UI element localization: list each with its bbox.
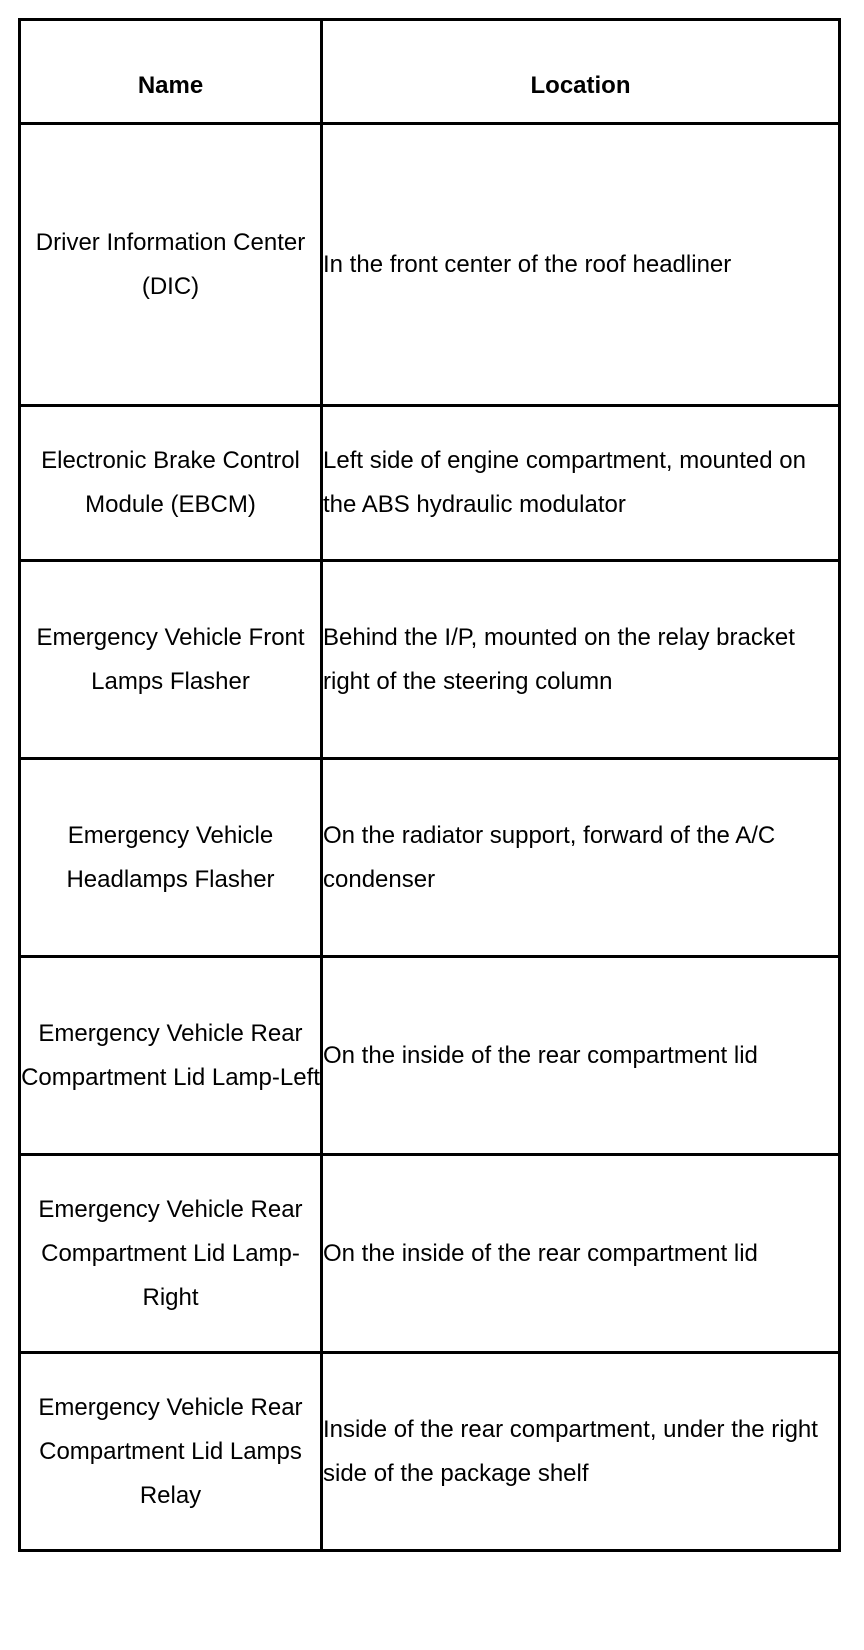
header-row [20,20,840,124]
table-body [20,124,840,1551]
location-text: On the inside of the rear compartment lid [323,1239,758,1267]
location-cell [322,406,840,561]
location-text: Inside of the rear compartment, under the right side of the package shelf [323,1415,818,1487]
name-text: Emergency Vehicle Headlamps Flasher [66,821,275,893]
location-cell [322,1155,840,1353]
location-text: On the inside of the rear compartment lid [323,1041,758,1069]
location-cell [322,561,840,759]
table-row [20,1353,840,1551]
component-location-table [18,18,841,1552]
location-text: Behind the I/P, mounted on the relay bracket right of the steering column [323,623,795,695]
header-name: Name [20,20,322,124]
name-text: Emergency Vehicle Front Lamps Flasher [36,623,305,695]
table-row [20,124,840,406]
location-text: Left side of engine compartment, mounted on the ABS hydraulic modulator [323,447,806,518]
table-header [20,20,840,124]
location-cell [322,759,840,957]
name-text: Emergency Vehicle Rear Compartment Lid Lamp-Right [38,1195,303,1311]
name-text: Electronic Brake Control Module (EBCM) [41,447,300,518]
location-cell [322,124,840,406]
name-cell [20,561,322,759]
name-cell [20,759,322,957]
location-cell [322,957,840,1155]
table-row [20,406,840,561]
table-row [20,957,840,1155]
name-cell [20,406,322,561]
table-row [20,759,840,957]
name-text: Driver Information Center (DIC) [35,228,306,300]
location-text: In the front center of the roof headliner [323,250,732,278]
name-cell [20,957,322,1155]
name-cell [20,1155,322,1353]
location-text: On the radiator support, forward of the A/C condenser [323,821,776,893]
name-text: Emergency Vehicle Rear Compartment Lid Lamps Relay [38,1393,303,1509]
table-row [20,561,840,759]
name-text: Emergency Vehicle Rear Compartment Lid Lamp-Left [21,1019,320,1091]
name-cell [20,124,322,406]
table-row [20,1155,840,1353]
name-cell [20,1353,322,1551]
header-location: Location [322,20,840,124]
location-cell [322,1353,840,1551]
